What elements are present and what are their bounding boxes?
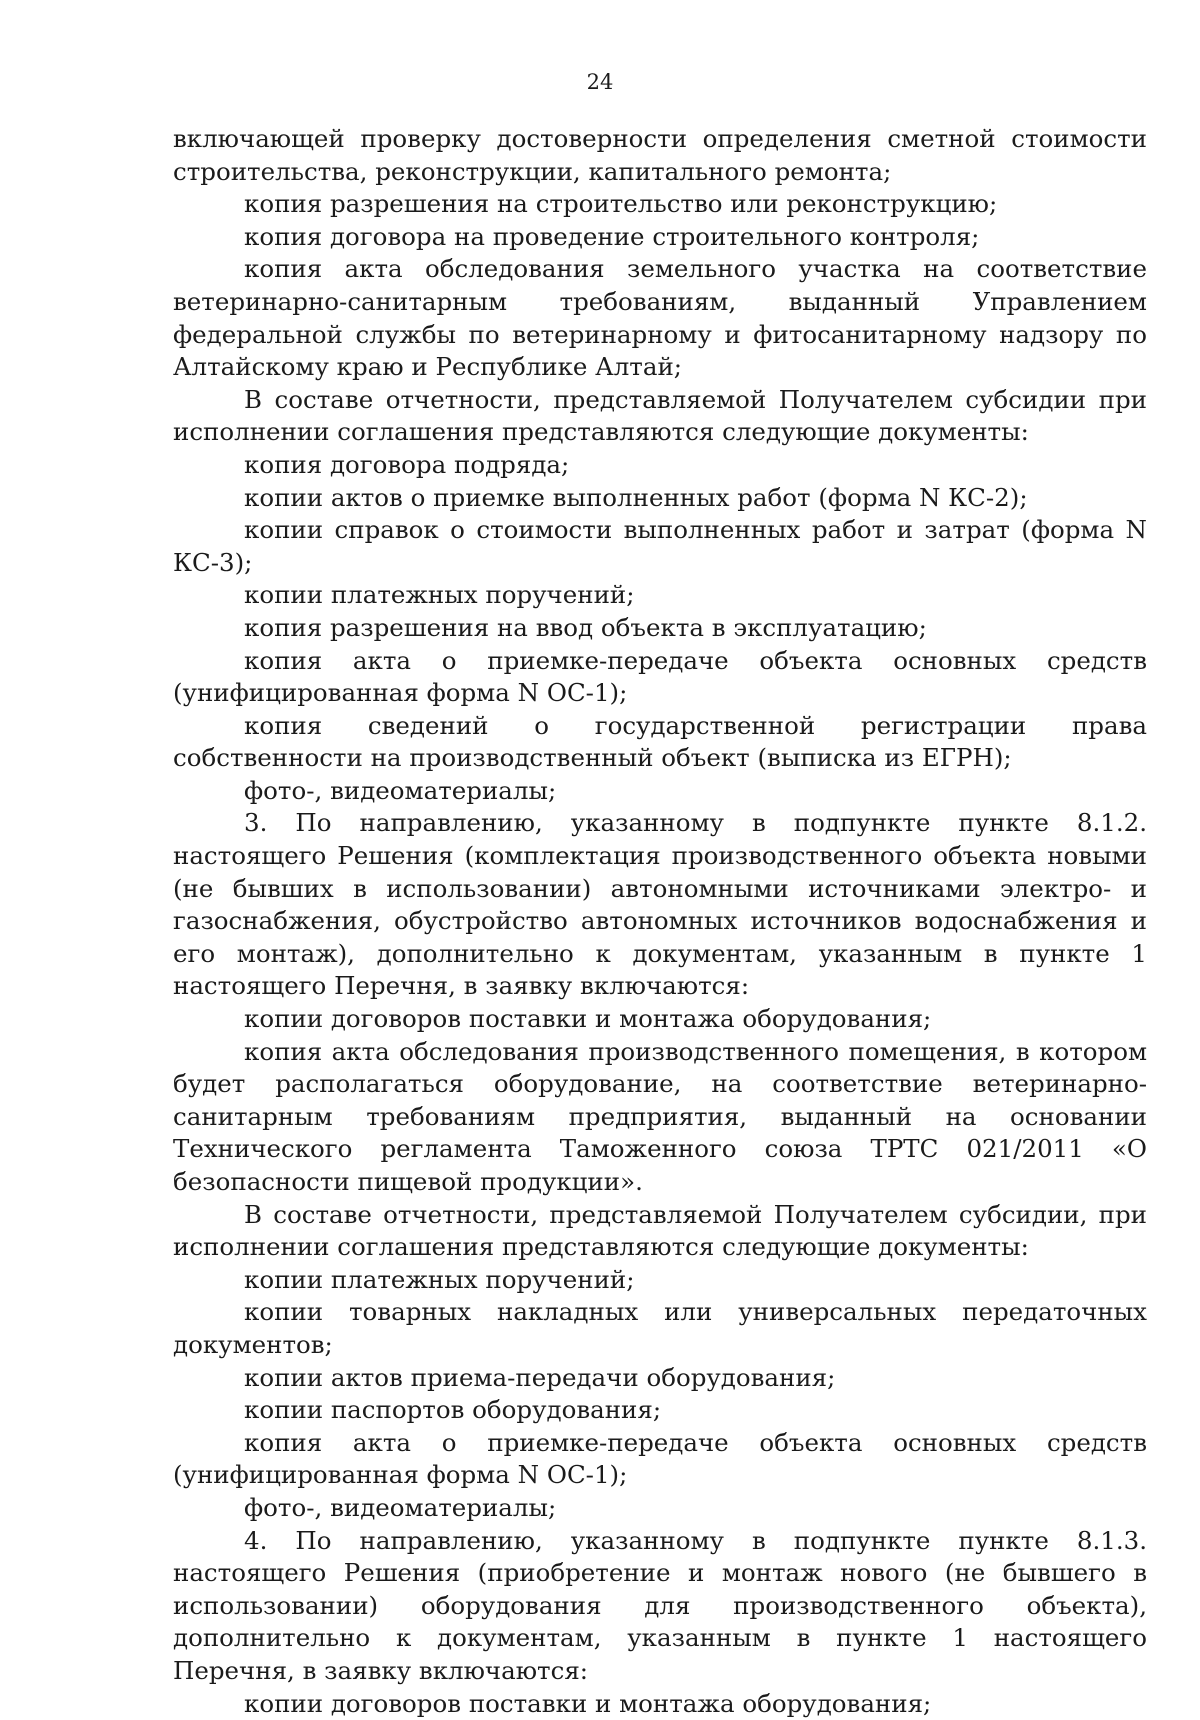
paragraph: 3. По направлению, указанному в подпункте пункте 8.1.2. настоящего Решения (комплектация производственного объекта новыми (не бывших в использовании) автономными источниками электро- и газоснабжения, обустройство автономных источников водоснабжения и его монтаж), дополнительно к документам, указанным в пункте 1 настоящего Перечня, в заявку включаются: xyxy=(173,807,1147,1003)
paragraph: копии актов о приемке выполненных работ (форма N КС-2); xyxy=(173,482,1147,515)
paragraph: включающей проверку достоверности определения сметной стоимости строительства, реконструкции, капитального ремонта; xyxy=(173,123,1147,188)
paragraph: В составе отчетности, представляемой Получателем субсидии, при исполнении соглашения представляются следующие документы: xyxy=(173,1199,1147,1264)
paragraph: копия договора на проведение строительного контроля; xyxy=(173,221,1147,254)
paragraph: копия договора подряда; xyxy=(173,449,1147,482)
paragraph: фото-, видеоматериалы; xyxy=(173,775,1147,808)
paragraph: копия акта обследования земельного участка на соответствие ветеринарно-санитарным требованиям, выданный Управлением федеральной службы по ветеринарному и фитосанитарному надзору по Алтайскому краю и Республике Алтай; xyxy=(173,253,1147,383)
paragraph: копии товарных накладных или универсальных передаточных документов; xyxy=(173,1296,1147,1361)
document-body xyxy=(173,123,1147,1720)
paragraph: копия сведений о государственной регистрации права собственности на производственный объект (выписка из ЕГРН); xyxy=(173,710,1147,775)
paragraph: копии справок о стоимости выполненных работ и затрат (форма N КС-3); xyxy=(173,514,1147,579)
paragraph: копия разрешения на ввод объекта в эксплуатацию; xyxy=(173,612,1147,645)
paragraph: копия акта обследования производственного помещения, в котором будет располагаться оборудование, на соответствие ветеринарно-санитарным требованиям предприятия, выданный на основании Технического регламента Таможенного союза ТРТС 021/2011 «О безопасности пищевой продукции». xyxy=(173,1036,1147,1199)
paragraph: копии платежных поручений; xyxy=(173,1264,1147,1297)
paragraph: копии договоров поставки и монтажа оборудования; xyxy=(173,1003,1147,1036)
paragraph: копии платежных поручений; xyxy=(173,579,1147,612)
paragraph: копии актов приема-передачи оборудования; xyxy=(173,1362,1147,1395)
paragraph: В составе отчетности, представляемой Получателем субсидии при исполнении соглашения представляются следующие документы: xyxy=(173,384,1147,449)
paragraph: копии паспортов оборудования; xyxy=(173,1394,1147,1427)
paragraph: фото-, видеоматериалы; xyxy=(173,1492,1147,1525)
paragraph: 4. По направлению, указанному в подпункте пункте 8.1.3. настоящего Решения (приобретение и монтаж нового (не бывшего в использовании) оборудования для производственного объекта), дополнительно к документам, указанным в пункте 1 настоящего Перечня, в заявку включаются: xyxy=(173,1525,1147,1688)
page-number: 24 xyxy=(0,70,1200,94)
paragraph: копия акта о приемке-передаче объекта основных средств (унифицированная форма N ОС-1); xyxy=(173,1427,1147,1492)
paragraph: копии договоров поставки и монтажа оборудования; xyxy=(173,1688,1147,1720)
paragraph: копия разрешения на строительство или реконструкцию; xyxy=(173,188,1147,221)
paragraph: копия акта о приемке-передаче объекта основных средств (унифицированная форма N ОС-1); xyxy=(173,645,1147,710)
